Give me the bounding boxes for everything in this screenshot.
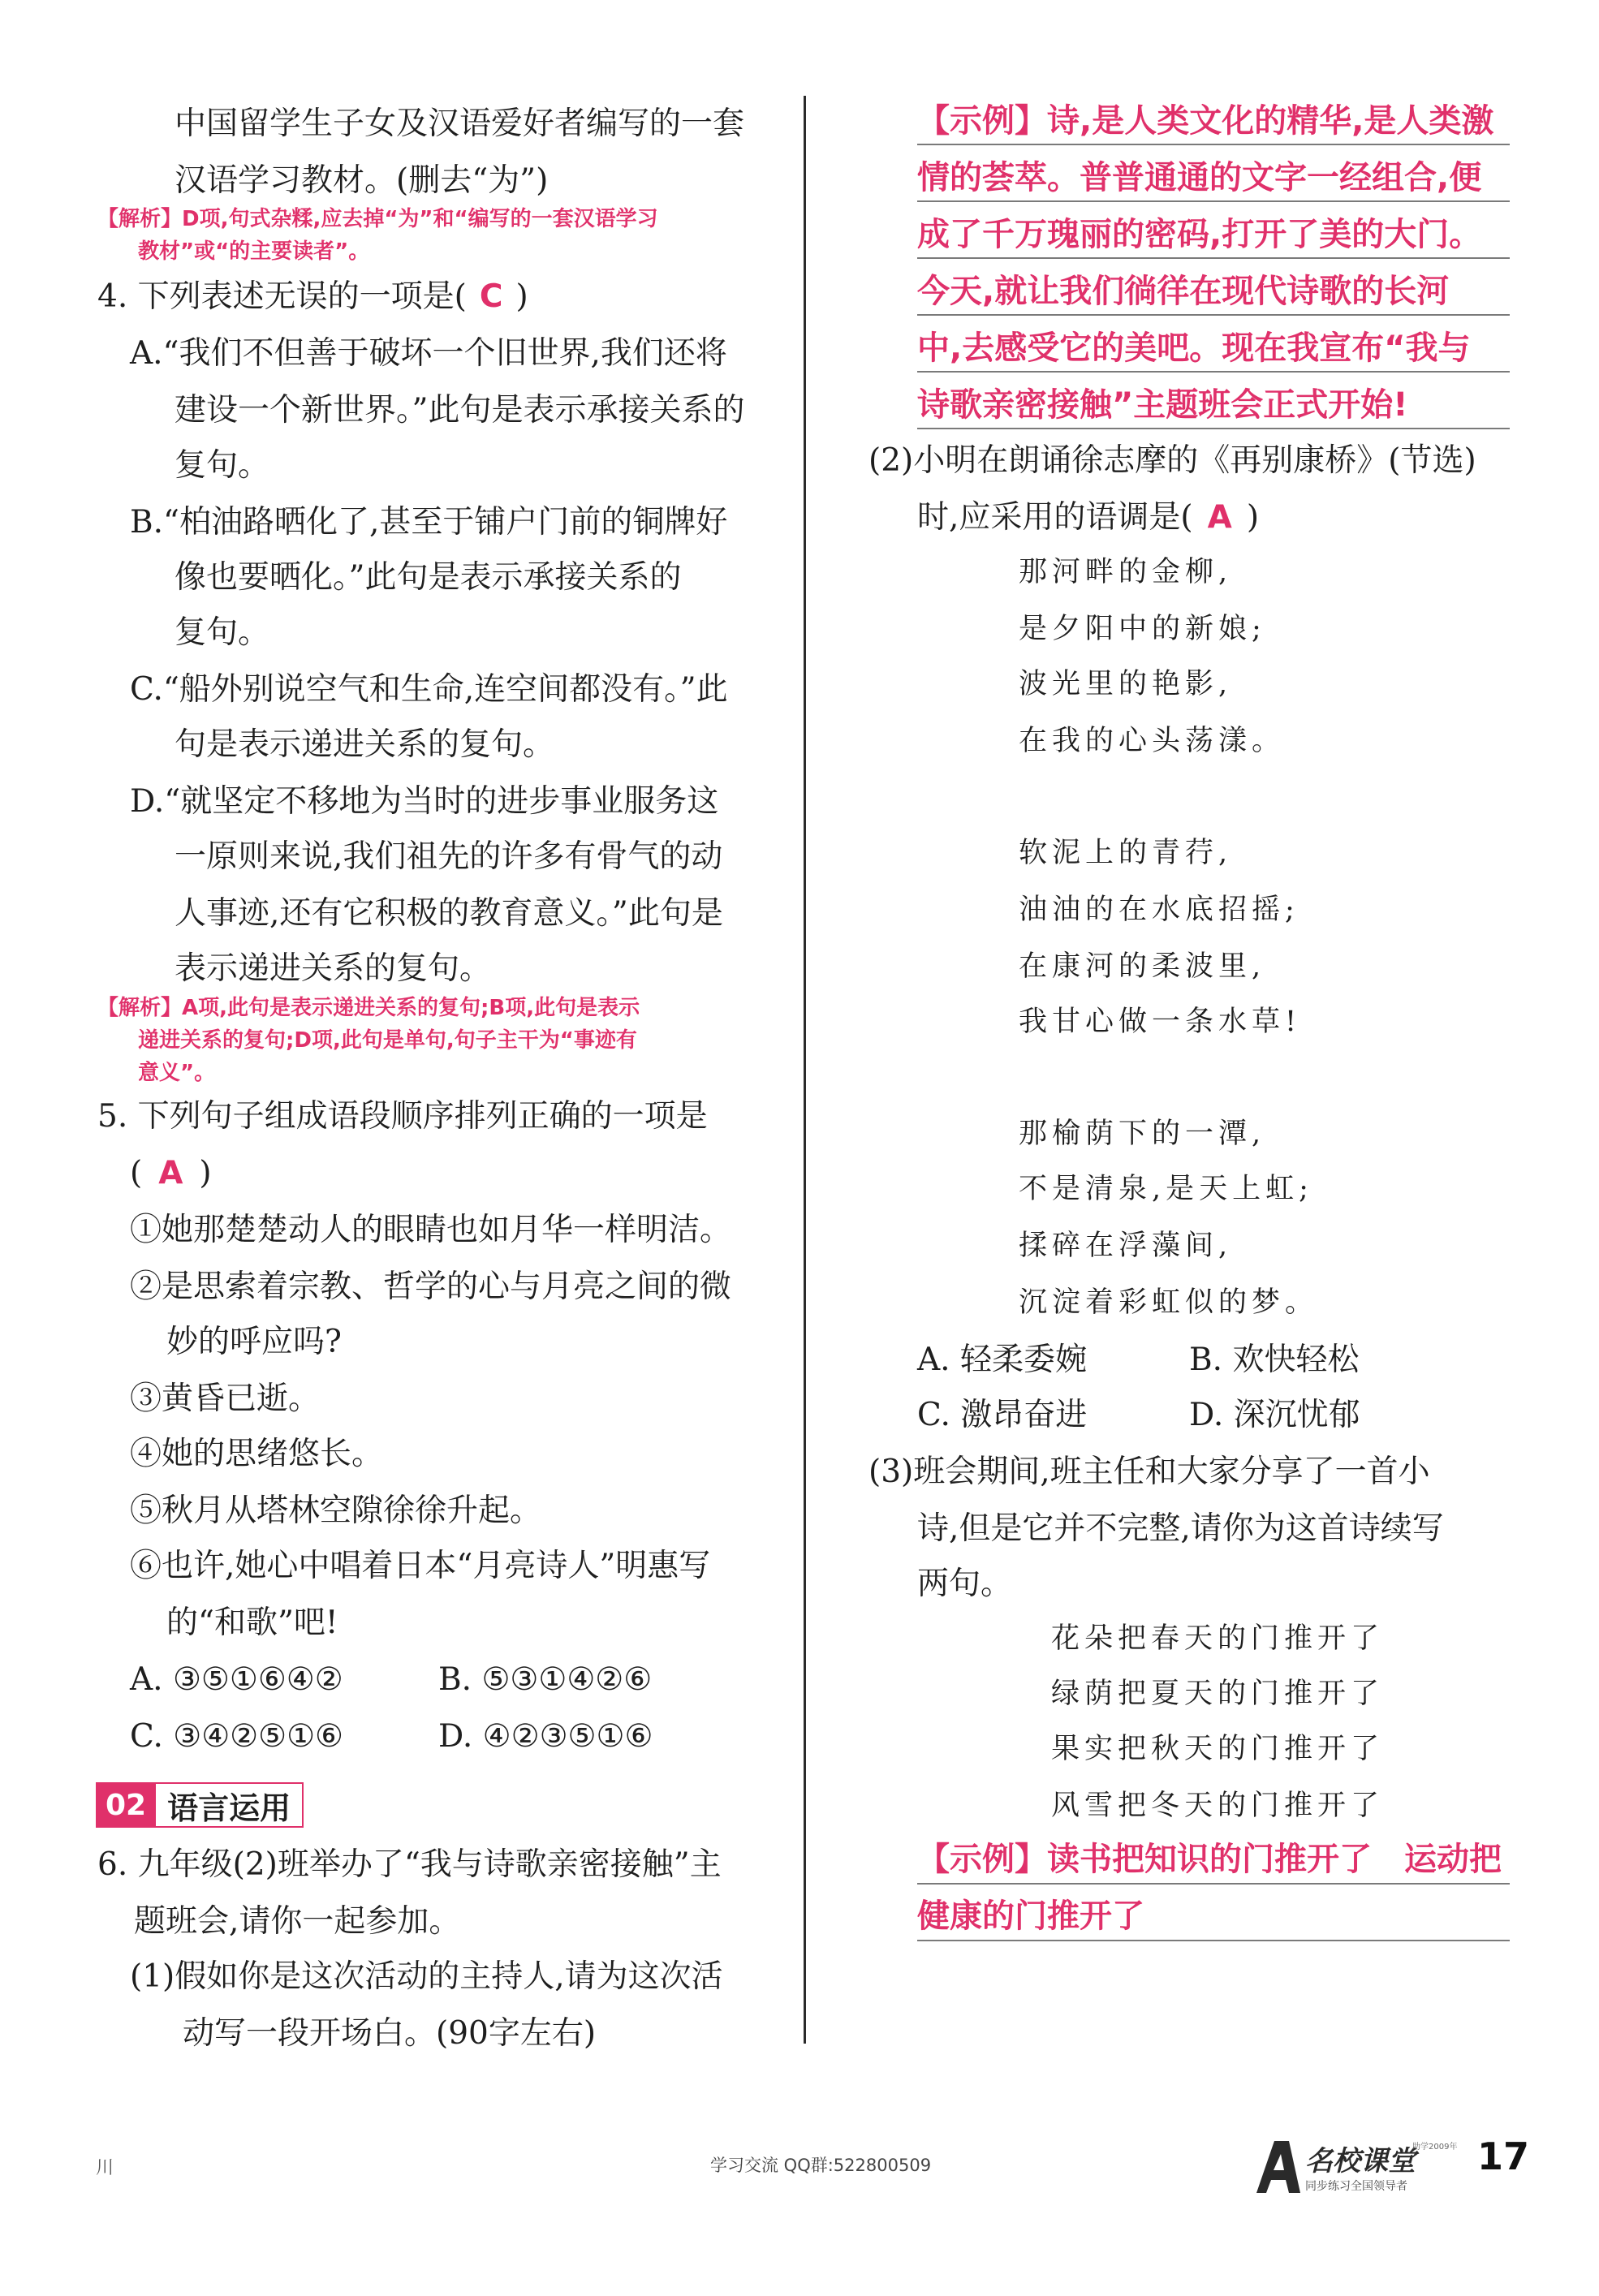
example1-line-1: 【示例】诗,是人类文化的精华,是人类激 <box>917 102 1494 140</box>
section-title: 语言运用 <box>156 1782 304 1828</box>
q5-item-4: ④她的思绪悠长。 <box>130 1436 384 1472</box>
q3-tail-line-2: 汉语学习教材。(删去“为”) <box>175 162 549 199</box>
q3-analysis-line-1: 【解析】D项,句式杂糅,应去掉“为”和“编写的一套汉语学习 <box>97 207 658 231</box>
q6-line-2: 题班会,请你一起参加。 <box>134 1903 461 1940</box>
answer-rule <box>917 200 1510 202</box>
example2-line-1: 【示例】读书把知识的门推开了 运动把 <box>917 1841 1502 1878</box>
answer-rule <box>917 371 1510 373</box>
answer-rule <box>917 428 1510 429</box>
q4-line-2: 建设一个新世界。”此句是表示承接关系的 <box>175 392 745 429</box>
example1-line-2: 情的荟萃。普普通通的文字一经组合,便 <box>917 159 1482 196</box>
example2-line-2: 健康的门推开了 <box>917 1898 1144 1935</box>
poem-line: 在康河的柔波里, <box>1019 950 1266 983</box>
q2-answer: A <box>1207 499 1232 536</box>
poem-line: 我甘心做一条水草! <box>1019 1006 1302 1038</box>
q5-stem: 5. 下列句子组成语段顺序排列正确的一项是 <box>97 1098 708 1135</box>
q4-line-4: B.“柏油路晒化了,甚至于铺户门前的铜牌好 <box>130 504 728 541</box>
q5-item-6-cont: 的“和歌”吧! <box>166 1605 338 1641</box>
example1-line-3: 成了千万瑰丽的密码,打开了美的大门。 <box>917 216 1482 253</box>
footer-qq-group: 学习交流 QQ群:522800509 <box>710 2156 932 2175</box>
q6-line-1: 6. 九年级(2)班举办了“我与诗歌亲密接触”主 <box>97 1846 722 1883</box>
seasons-poem-line: 花朵把春天的门推开了 <box>1051 1622 1385 1655</box>
answer-rule <box>917 314 1510 316</box>
q4-analysis-line-1: 【解析】A项,此句是表示递进关系的复句;B项,此句是表示 <box>97 996 640 1020</box>
q4-analysis-line-3: 意义”。 <box>138 1061 216 1085</box>
q4-line-10: 一原则来说,我们祖先的许多有骨气的动 <box>175 838 723 875</box>
answer-rule <box>917 144 1510 145</box>
q4-line-5: 像也要晒化。”此句是表示承接关系的 <box>175 559 682 596</box>
poem-line: 油油的在水底招摇; <box>1019 894 1299 926</box>
q4-line-7: C.“船外别说空气和生命,连空间都没有。”此 <box>130 671 728 708</box>
q4-line-6: 复句。 <box>175 614 270 651</box>
page-number: 17 <box>1477 2134 1530 2178</box>
poem-line: 揉碎在浮藻间, <box>1019 1230 1233 1262</box>
q3-tail-line-1: 中国留学生子女及汉语爱好者编写的一套 <box>175 106 745 142</box>
q6-line-3: (1)假如你是这次活动的主持人,请为这次活 <box>130 1958 723 1995</box>
section-heading <box>96 1781 326 1829</box>
q4-line-1: A.“我们不但善于破坏一个旧世界,我们还将 <box>130 335 727 372</box>
footer-region-mark: 川 <box>96 2158 114 2178</box>
answer-rule <box>917 1883 1510 1885</box>
q4-stem: 4. 下列表述无误的一项是( C ) <box>97 278 528 315</box>
poem-line: 那榆荫下的一潭, <box>1019 1118 1266 1150</box>
q5-option-b: B. ⑤③①④②⑥ <box>438 1661 653 1698</box>
q4-line-3: 复句。 <box>175 447 270 484</box>
q5-option-c: C. ③④②⑤①⑥ <box>130 1718 344 1755</box>
poem-line: 沉淀着彩虹似的梦。 <box>1019 1286 1319 1319</box>
poem-line: 那河畔的金柳, <box>1019 556 1233 588</box>
q3-analysis-line-2: 教材”或“的主要读者”。 <box>138 239 370 264</box>
q6-line-4: 动写一段开场白。(90字左右) <box>183 2015 597 2052</box>
poem-line: 在我的心头荡漾。 <box>1019 725 1286 757</box>
logo-sub-text: 同步练习全国领导者 <box>1305 2180 1407 2193</box>
q4-analysis-line-2: 递进关系的复句;D项,此句是单句,句子主干为“事迹有 <box>138 1028 637 1053</box>
q4-line-8: 句是表示递进关系的复句。 <box>175 726 555 763</box>
answer-rule <box>917 257 1510 259</box>
q5-answer-line: ( A ) <box>130 1155 212 1191</box>
q2-option-b: B. 欢快轻松 <box>1189 1342 1360 1378</box>
poem-line: 是夕阳中的新娘; <box>1019 613 1266 645</box>
publisher-logo <box>1250 2134 1477 2199</box>
q3-line-2: 诗,但是它并不完整,请你为这首诗续写 <box>917 1510 1444 1547</box>
poem-line: 软泥上的青荇, <box>1019 837 1233 869</box>
q2-line-1: (2)小明在朗诵徐志摩的《再别康桥》(节选) <box>868 442 1476 479</box>
example1-line-4: 今天,就让我们徜徉在现代诗歌的长河 <box>917 273 1450 310</box>
q5-item-1: ①她那楚楚动人的眼睛也如月华一样明洁。 <box>130 1212 732 1248</box>
q4-answer: C <box>479 278 503 315</box>
q5-answer: A <box>158 1155 183 1191</box>
q4-line-12: 表示递进关系的复句。 <box>175 950 492 987</box>
example1-line-6: 诗歌亲密接触”主题班会正式开始! <box>917 386 1408 424</box>
seasons-poem-line: 果实把秋天的门推开了 <box>1051 1733 1385 1765</box>
q3-line-1: (3)班会期间,班主任和大家分享了一首小 <box>868 1454 1430 1490</box>
poem-line: 波光里的艳影, <box>1019 668 1233 700</box>
q5-item-3: ③黄昏已逝。 <box>130 1381 321 1417</box>
q5-item-5: ⑤秋月从塔林空隙徐徐升起。 <box>130 1493 542 1529</box>
q5-item-6: ⑥也许,她心中唱着日本“月亮诗人”明惠写 <box>130 1548 711 1584</box>
q5-option-a: A. ③⑤①⑥④② <box>130 1661 343 1698</box>
column-divider <box>804 96 806 2044</box>
section-number: 02 <box>96 1782 156 1828</box>
q2-option-d: D. 深沉忧郁 <box>1189 1397 1360 1433</box>
q4-line-11: 人事迹,还有它积极的教育意义。”此句是 <box>175 895 723 932</box>
q4-line-9: D.“就坚定不移地为当时的进步事业服务这 <box>130 783 719 820</box>
q2-option-a: A. 轻柔委婉 <box>917 1342 1087 1378</box>
logo-tiny-text: 助学2009年 <box>1412 2143 1458 2152</box>
q3-line-3: 两句。 <box>917 1566 1013 1602</box>
logo-main-text: 名校课堂 <box>1305 2145 1416 2178</box>
q5-option-d: D. ④②③⑤①⑥ <box>438 1718 653 1755</box>
q2-option-c: C. 激昂奋进 <box>917 1397 1088 1433</box>
q5-item-2-cont: 妙的呼应吗? <box>166 1324 342 1360</box>
seasons-poem-line: 绿荫把夏天的门推开了 <box>1051 1678 1385 1710</box>
logo-a-mark <box>1256 2141 1300 2193</box>
q5-item-2: ②是思索着宗教、哲学的心与月亮之间的微 <box>130 1269 732 1305</box>
seasons-poem-line: 风雪把冬天的门推开了 <box>1051 1790 1385 1822</box>
example1-line-5: 中,去感受它的美吧。现在我宣布“我与 <box>917 330 1471 367</box>
answer-rule <box>917 1940 1510 1941</box>
q2-line-2: 时,应采用的语调是( A ) <box>917 499 1260 536</box>
poem-line: 不是清泉,是天上虹; <box>1019 1173 1313 1205</box>
